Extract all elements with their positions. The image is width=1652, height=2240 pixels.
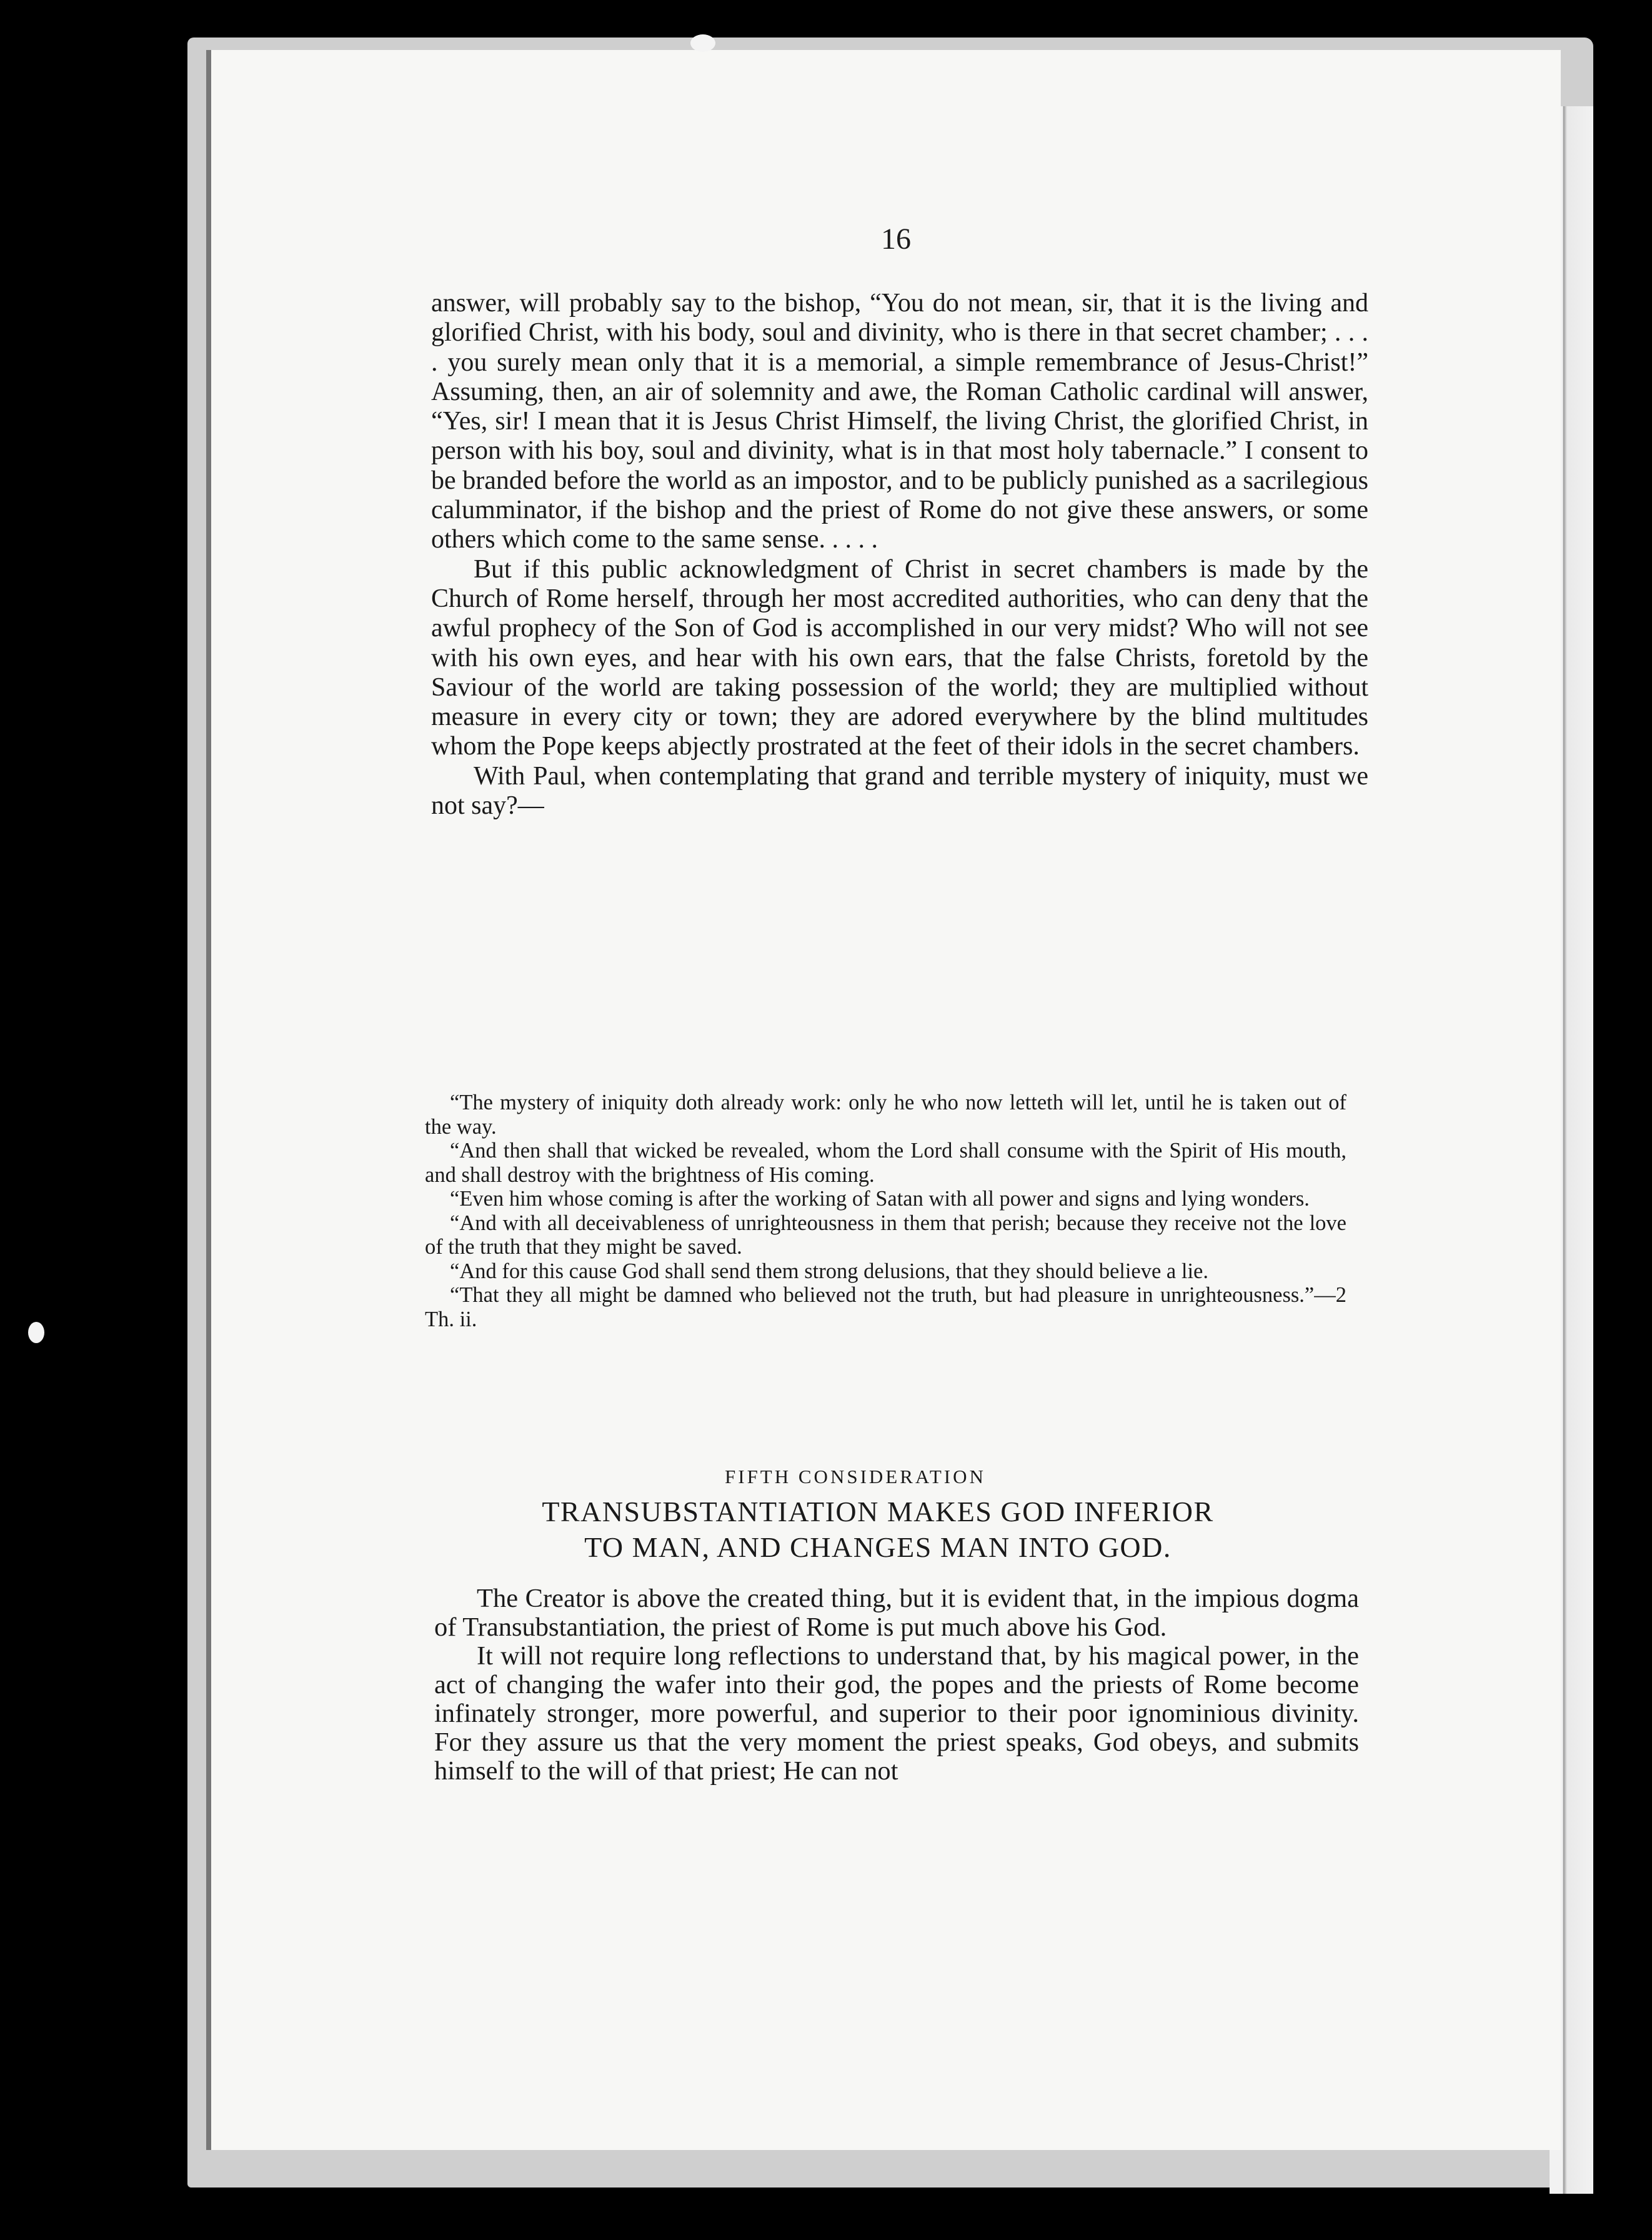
quote: “And then shall that wicked be revealed, whom the Lord shall consume with the Spirit of His mouth, and shall destroy with the brightness of His coming. [425,1139,1346,1187]
scan-speck [690,34,715,52]
heading-line: TO MAN, AND CHANGES MAN INTO GOD. [584,1531,1172,1563]
quote: “The mystery of iniquity doth already work: only he who now letteth will let, until he is taken out of the way. [425,1091,1346,1139]
paragraph: It will not require long reflections to understand that, by his magical power, in the act of changing the wafer into their god, the popes and the priests of Rome become infinately stronger, more powerful, and superior to their poor ignominious divinity. For they assure us that the very moment the priest speaks, God obeys, and submits himself to the will of that priest; He can not [434,1641,1359,1786]
paragraph: But if this public acknowledgment of Christ in secret chambers is made by the Church of Rome herself, through her most accredited authorities, who can deny that the awful prophecy of the Son of God is accomplished in our very midst? Who will not see with his own eyes, and hear with his own ears, that the false Christs, foretold by the Saviour of the world are taking possession of the world; they are multiplied without measure in every city or town; they are adored everywhere by the blind multitudes whom the Pope keeps abjectly prostrated at the feet of their idols in the secret chambers. [431,554,1368,761]
paragraph: answer, will probably say to the bishop, “You do not mean, sir, that it is the living and glorified Christ, with his body, soul and divinity, who is there in that secret chamber; . . . . you surely mean only that it is a memorial, a simple remembrance of Jesus-Christ!” Assuming, then, an air of solemnity and awe, the Roman Catholic cardinal will answer, “Yes, sir! I mean that it is Jesus Christ Himself, the living Christ, the glorified Christ, in person with his boy, soul and divinity, what is in that most holy tabernacle.” I consent to be branded before the world as an impostor, and to be publicly punished as a sacrilegious calumminator, if the bishop and the priest of Rome do not give these answers, or some others which come to the same sense. . . . . [431,289,1368,554]
scan-speck [28,1322,44,1343]
quote: “That they all might be damned who believed not the truth, but had pleasure in unrighteousness.”—2 Th. ii. [425,1283,1346,1331]
quote: “And with all deceivableness of unrighteousness in them that perish; because they receive not the love of the truth that they might be saved. [425,1211,1346,1259]
paragraph: With Paul, when contemplating that grand and terrible mystery of iniquity, must we not say?— [431,761,1368,821]
body-text-2 [434,1584,1359,1786]
section-heading [425,1494,1331,1565]
section-label: FIFTH CONSIDERATION [725,1466,986,1488]
page-number: 16 [881,222,911,256]
heading-line: TRANSUBSTANTIATION MAKES GOD INFERIOR [542,1496,1214,1528]
paragraph: The Creator is above the created thing, but it is evident that, in the impious dogma of Transubstantiation, the priest of Rome is put much above his God. [434,1584,1359,1642]
body-text [431,289,1368,821]
scripture-quotes [425,1091,1346,1331]
quote: “And for this cause God shall send them strong delusions, that they should believe a lie. [450,1259,1208,1283]
quote: “Even him whose coming is after the working of Satan with all power and signs and lying wonders. [450,1187,1310,1211]
